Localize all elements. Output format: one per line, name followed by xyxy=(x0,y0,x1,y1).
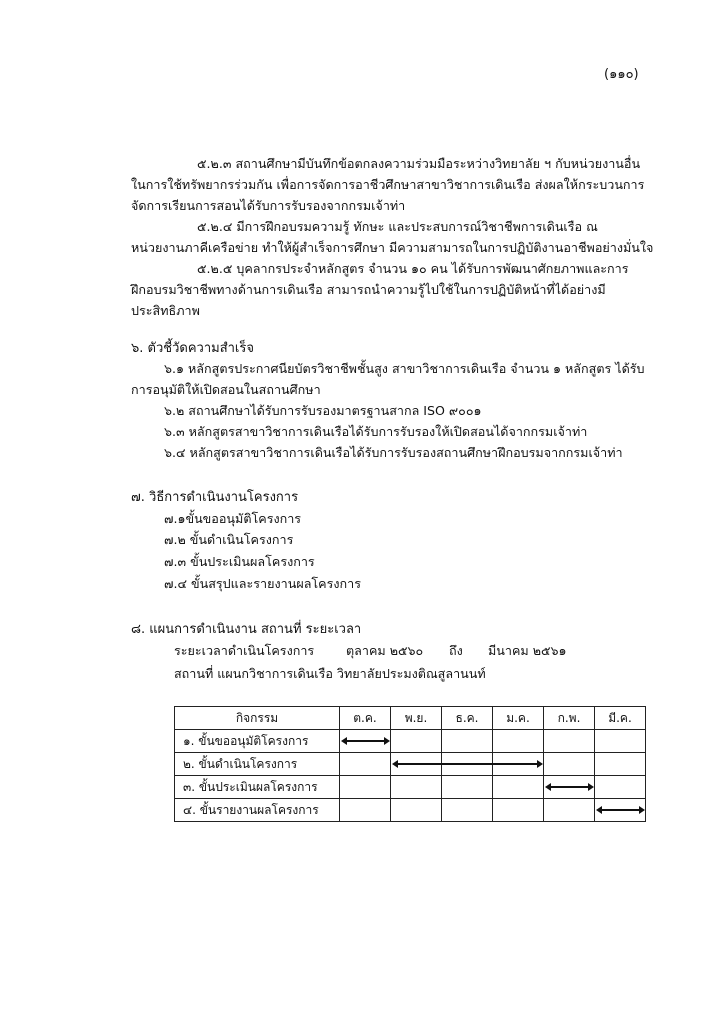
gantt-cell xyxy=(595,753,646,776)
gantt-cell xyxy=(442,799,493,822)
gantt-month-header: มี.ค. xyxy=(595,707,646,730)
para-524-line2: หน่วยงานภาคีเครือข่าย ทำให้ผู้สำเร็จการศึกษา มีความสามารถในการปฏิบัติงานอาชีพอย่างมั่นใจ xyxy=(131,240,654,255)
gantt-cell xyxy=(442,753,493,776)
gantt-header-row xyxy=(175,707,646,730)
gantt-month-header: ธ.ค. xyxy=(442,707,493,730)
gantt-activity-label: ๒. ขั้นดำเนินโครงการ xyxy=(175,753,340,776)
gantt-cell xyxy=(595,799,646,822)
gantt-cell xyxy=(391,753,442,776)
gantt-row xyxy=(175,776,646,799)
gantt-cell xyxy=(595,776,646,799)
step-73: ๗.๓ ขั้นประเมินผลโครงการ xyxy=(164,554,315,569)
para-525-line1: ๕.๒.๕ บุคลากรประจำหลักสูตร จำนวน ๑๐ คน ได้รับการพัฒนาศักยภาพและการ xyxy=(197,261,629,276)
gantt-cell xyxy=(493,799,544,822)
gantt-header-activity: กิจกรรม xyxy=(175,707,340,730)
gantt-cell xyxy=(340,776,391,799)
period-to: ถึง xyxy=(449,643,463,658)
gantt-bar xyxy=(346,740,385,742)
gantt-cell xyxy=(391,730,442,753)
gantt-cell xyxy=(544,799,595,822)
item-61-line2: การอนุมัติให้เปิดสอนในสถานศึกษา xyxy=(131,382,321,397)
gantt-month-header: ม.ค. xyxy=(493,707,544,730)
gantt-cell xyxy=(544,753,595,776)
item-62: ๖.๒ สถานศึกษาได้รับการรับรองมาตรฐานสากล ISO ๙๐๐๑ xyxy=(164,403,482,418)
gantt-cell xyxy=(544,730,595,753)
section6-heading: ๖. ตัวชี้วัดความสำเร็จ xyxy=(131,341,254,356)
para-525-line2: ฝึกอบรมวิชาชีพทางด้านการเดินเรือ สามารถนำความรู้ไปใช้ในการปฏิบัติหน้าที่ได้อย่างมี xyxy=(131,282,606,297)
gantt-cell xyxy=(340,730,391,753)
gantt-month-header: ต.ค. xyxy=(340,707,391,730)
step-74: ๗.๔ ขั้นสรุปและรายงานผลโครงการ xyxy=(164,576,361,591)
gantt-cell xyxy=(493,776,544,799)
para-523-line1: ๕.๒.๓ สถานศึกษามีบันทึกข้อตกลงความร่วมมือระหว่างวิทยาลัย ฯ กับหน่วยงานอื่น xyxy=(197,156,641,171)
para-523-line2: ในการใช้ทรัพยากรร่วมกัน เพื่อการจัดการอาชีวศึกษาสาขาวิชาการเดินเรือ ส่งผลให้กระบวนการ xyxy=(131,177,645,192)
gantt-activity-label: ๔. ขั้นรายงานผลโครงการ xyxy=(175,799,340,822)
gantt-month-header: พ.ย. xyxy=(391,707,442,730)
gantt-row xyxy=(175,730,646,753)
gantt-cell xyxy=(391,776,442,799)
para-523-line3: จัดการเรียนการสอนได้รับการรับรองจากกรมเจ้าท่า xyxy=(131,198,406,213)
gantt-bar xyxy=(550,786,589,788)
item-61-line1: ๖.๑ หลักสูตรประกาศนียบัตรวิชาชีพชั้นสูง สาขาวิชาการเดินเรือ จำนวน ๑ หลักสูตร ได้รับ xyxy=(164,361,645,376)
section7-heading: ๗. วิธีการดำเนินงานโครงการ xyxy=(131,490,299,505)
step-71: ๗.๑ขั้นขออนุมัติโครงการ xyxy=(164,511,302,526)
gantt-cell xyxy=(493,730,544,753)
gantt-row xyxy=(175,753,646,776)
gantt-cell xyxy=(391,799,442,822)
period-end: มีนาคม ๒๕๖๑ xyxy=(488,643,567,658)
section8-heading: ๘. แผนการดำเนินงาน สถานที่ ระยะเวลา xyxy=(131,622,362,637)
gantt-row xyxy=(175,799,646,822)
gantt-cell xyxy=(340,753,391,776)
gantt-table xyxy=(174,706,646,822)
gantt-cell xyxy=(442,776,493,799)
gantt-cell xyxy=(442,730,493,753)
page-number: (๑๑๐) xyxy=(604,67,639,82)
period-start: ตุลาคม ๒๕๖๐ xyxy=(346,643,424,658)
period-label: ระยะเวลาดำเนินโครงการ xyxy=(174,643,315,658)
gantt-cell xyxy=(493,753,544,776)
gantt-bar xyxy=(601,809,640,811)
item-63: ๖.๓ หลักสูตรสาขาวิชาการเดินเรือได้รับการรับรองให้เปิดสอนได้จากกรมเจ้าท่า xyxy=(164,424,588,439)
gantt-cell xyxy=(544,776,595,799)
gantt-activity-label: ๑. ขั้นขออนุมัติโครงการ xyxy=(175,730,340,753)
place-line: สถานที่ แผนกวิชาการเดินเรือ วิทยาลัยประมงติณสูลานนท์ xyxy=(174,666,486,681)
gantt-month-header: ก.พ. xyxy=(544,707,595,730)
gantt-cell xyxy=(595,730,646,753)
gantt-cell xyxy=(340,799,391,822)
gantt-activity-label: ๓. ขั้นประเมินผลโครงการ xyxy=(175,776,340,799)
para-524-line1: ๕.๒.๔ มีการฝึกอบรมความรู้ ทักษะ และประสบการณ์วิชาชีพการเดินเรือ ณ xyxy=(197,219,598,234)
item-64: ๖.๔ หลักสูตรสาขาวิชาการเดินเรือได้รับการรับรองสถานศึกษาฝึกอบรมจากกรมเจ้าท่า xyxy=(164,445,623,460)
para-525-line3: ประสิทธิภาพ xyxy=(131,303,200,318)
step-72: ๗.๒ ขั้นดำเนินโครงการ xyxy=(164,532,294,547)
